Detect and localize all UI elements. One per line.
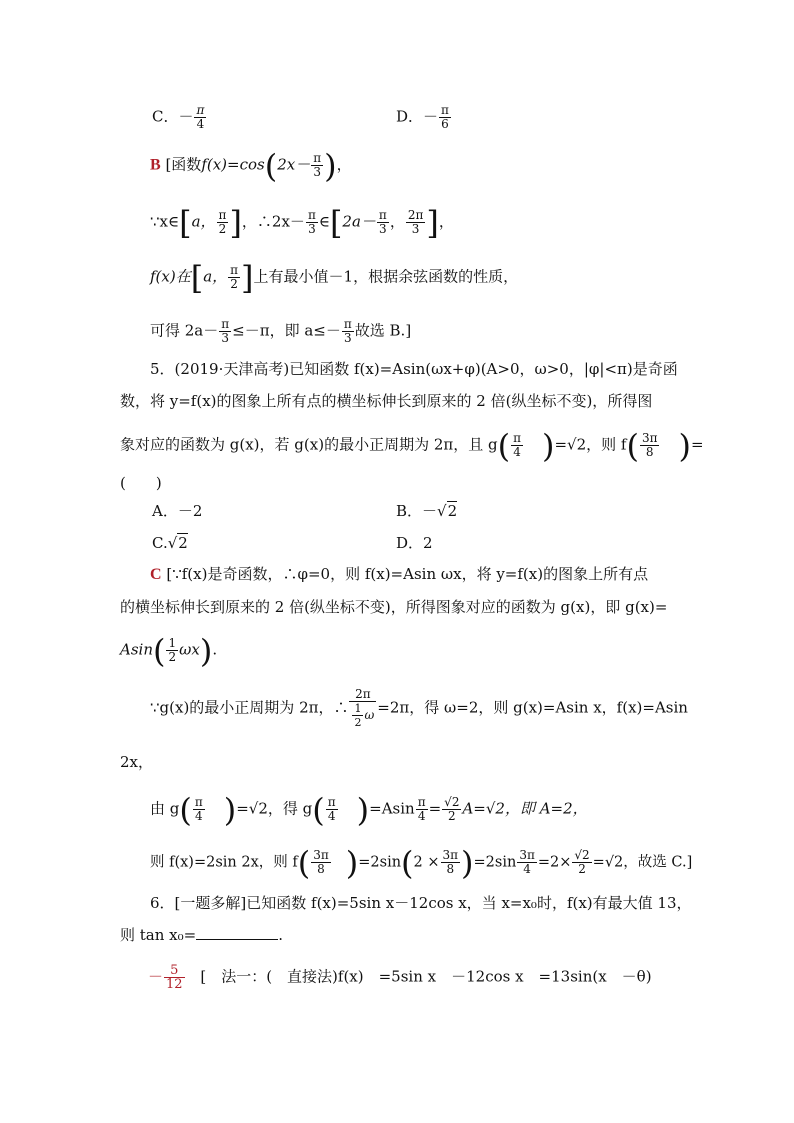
q5-stem-line-1: 5．(2019·天津高考)已知函数 f(x)=Asin(ωx+φ)(A>0，ω>0，|φ|<π)是奇函 — [150, 360, 678, 378]
q6-answer-blank[interactable] — [196, 939, 278, 940]
q6-answer: $\frac{5}{12}$ — [166, 963, 183, 992]
q5-option-c: C.√2 — [152, 534, 188, 552]
q6-stem-line-2: 则 tan x₀= . — [120, 926, 283, 944]
q6-stem-line-1: 6．[一题多解]已知函数 f(x)=5sin x－12cos x，当 x=x₀时，f(x)有最大值 13， — [150, 894, 692, 912]
q5-option-b: B．－√2 — [396, 502, 458, 520]
q5-solution-line-7: 则 f(x)=2sin 2x，则 f( $\frac{3\pi}{8}$ )=2sin(2 × $\frac{3\pi}{8}$ )=2sin $\frac{3\pi}{4}$ =2× $\frac{√2}{2}$ =√2，故选 C.] — [150, 843, 693, 882]
q4-solution-line-4: 可得 2a－ $\frac{\pi}{3}$ ≤－π，即 a≤－ $\frac{\pi}{3}$ 故选 B.] — [150, 317, 412, 345]
q4-solution-line-1: B [函数f(x)=cos(2x－ $\frac{\pi}{3}$ )， — [150, 146, 352, 185]
q5-solution-line-2: 的横坐标伸长到原来的 2 倍(纵坐标不变)，所得图象对应的函数为 g(x)，即 g(x)= — [120, 598, 668, 616]
q5-solution-line-3: Asin( $\frac{1}{2}$ ωx). — [120, 631, 218, 670]
q5-answer: C — [150, 566, 162, 583]
q4-option-d: D．－ $\frac{\pi}{6}$ — [396, 103, 449, 131]
q5-solution-line-5: 2x， — [120, 753, 154, 771]
q4-option-c: C．－ $\frac{\pi}{4}$ — [152, 103, 205, 131]
q5-solution-line-6: 由 g( $\frac{\pi}{4}$ )=√2，得 g( $\frac{\pi}{4}$ )=Asin $\frac{\pi}{4}$ = $\frac{√2}{2}$ A=√2，即 A=2， — [150, 790, 588, 829]
q5-option-d: D．2 — [396, 534, 433, 552]
q4-solution-line-3: f(x)在[a， $\frac{\pi}{2}$ ]上有最小值－1，根据余弦函数的性质， — [150, 258, 519, 297]
q5-solution-line-1: C [∵f(x)是奇函数，∴φ=0，则 f(x)=Asin ωx，将 y=f(x)的图象上所有点 — [150, 565, 649, 583]
q5-stem-line-4: ( ) — [120, 474, 162, 492]
q6-solution-line-1: － $\frac{5}{12}$ [ 法一：( 直接法)f(x) =5sin x －12cos x =13sin(x －θ) — [148, 963, 652, 992]
q5-stem-line-2: 数，将 y=f(x)的图象上所有点的横坐标伸长到原来的 2 倍(纵坐标不变)，所得图 — [120, 392, 653, 410]
q5-solution-line-4: ∵g(x)的最小正周期为 2π，∴ 2π $\frac{1}{2}$ ω =2π，得 ω=2，则 g(x)=Asin x，f(x)=Asin — [150, 687, 688, 729]
q5-option-a: A．－2 — [152, 502, 203, 520]
q4-answer: B — [150, 156, 161, 174]
q5-stem-line-3: 象对应的函数为 g(x)，若 g(x)的最小正周期为 2π，且 g( $\frac{\pi}{4}$ )=√2，则 f( $\frac{3\pi}{8}$ )= — [120, 426, 704, 465]
q4-solution-line-2: ∵x∈[a， $\frac{\pi}{2}$ ]，∴2x－ $\frac{\pi}{3}$ ∈[2a－ $\frac{\pi}{3}$ ， $\frac{2\pi}{3}$ ]， — [150, 203, 454, 242]
